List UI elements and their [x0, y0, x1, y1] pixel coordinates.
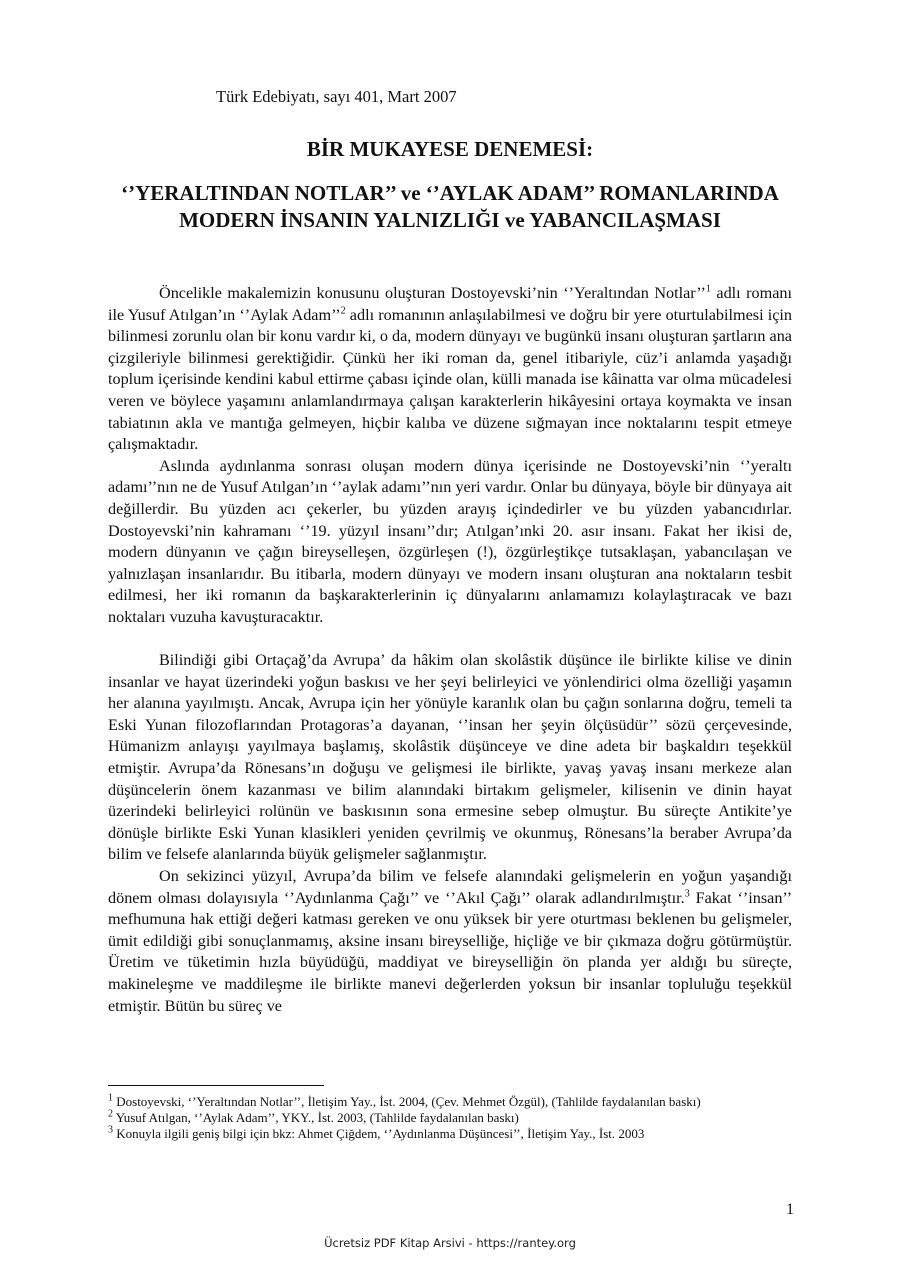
footnote-3 [108, 1126, 792, 1142]
footnote-ref-1[interactable]: 1 [705, 283, 711, 295]
footnote-number: 2 [108, 1108, 113, 1120]
paragraph-2: Aslında aydınlanma sonrası oluşan modern dünya içerisinde ne Dostoyevski’nin ‘’yeraltı adamı’’nın ne de Yusuf Atılgan’ın ‘’aylak adamı’’nın yeri vardır. Onlar bu dünyaya, böyle bir dünyaya ait değillerdir. Bu yüzden acı çekerler, bu yüzden arayış içindedirler ve bu yüzden yabancıdırlar. Dostoyevski’nin kahramanı ‘’19. yüzyıl insanı’’dır; Atılgan’ınki 20. asır insanı. Fakat her ikisi de, modern dünyanın ve çağın bireyselleşen, özgürleşen (!), özgürleştikçe tutsaklaşan, yabancılaşan ve yalnızlaşan insanlarıdır. Bu itibarla, modern dünyayı ve modern insanı oluşturan ana noktaların tesbit edilmesi, her iki romanın da başkarakterlerinin iç dünyalarını anlamamızı kolaylaştıracak ve bazı noktaları vuzuha kavuşturacaktır. [108, 456, 792, 626]
paragraph-1-part-a: Öncelikle makalemizin konusunu oluşturan Dostoyevski’nin ‘’Yeraltından Notlar’’ [159, 284, 706, 302]
title-line-1: BİR MUKAYESE DENEMESİ: [306, 137, 594, 161]
paragraph-3: Bilindiği gibi Ortaçağ’da Avrupa’ da hâkim olan skolâstik düşünce ile birlikte kilise ve dinin insanlar ve hayat üzerindeki yoğun baskısı ve her şeyi belirleyici ve yönlendirici olma özelliği yaşamın her alanına yayılmıştı. Ancak, Avrupa için her yönüyle karanlık olan bu çağın sonlarına doğru, temeli ta Eski Yunan filozoflarından Protagoras’a dayanan, ‘’insan her şeyin ölçüsüdür’’ sözü çerçevesinde, Hümanizm anlayışı yayılmaya başlamış, skolâstik düşünceye ve dine adeta bir başkaldırı teşekkül etmiştir. Avrupa’da Rönesans’ın doğuşu ve gelişmesi ile birlikte, yavaş yavaş insanı merkeze alan düşüncelerin önem kazanması ve bilim alanındaki birtakım gelişmeler, kilisenin ve dinin hayat üzerindeki belirleyici rolünün ve baskısının sona ermesine sebep olmuştur. Bu süreçte Antikite’ye dönüşle birlikte Eski Yunan klasikleri yeniden çevrilmiş ve okunmuş, Rönesans’la beraber Avrupa’da bilim ve felsefe alanlarında büyük gelişmeler sağlanmıştır. [108, 651, 792, 864]
paragraph-4 [108, 866, 792, 1017]
journal-source-line: Türk Edebiyatı, sayı 401, Mart 2007 [216, 87, 457, 106]
article-body [108, 283, 792, 1017]
footnote-1 [108, 1094, 792, 1110]
title-line-2: ‘’YERALTINDAN NOTLAR’’ ve ‘’AYLAK ADAM’’ ROMANLARINDA MODERN İNSANIN YALNIZLIĞI ve YABANCILAŞMASI [121, 181, 779, 232]
footnote-2 [108, 1110, 792, 1126]
footnote-number: 1 [108, 1092, 113, 1104]
article-title [108, 136, 792, 234]
footnote-number: 3 [108, 1124, 113, 1136]
footnotes [108, 1094, 792, 1142]
page-number: 1 [786, 1201, 794, 1218]
watermark-footer: Ücretsiz PDF Kitap Arsivi - https://rantey.org [324, 1236, 576, 1250]
paragraph-4-part-a: On sekizinci yüzyıl, Avrupa’da bilim ve felsefe alanındaki gelişmelerin en yoğun yaşandığı dönem olması dolayısıyla ‘’Aydınlanma Çağı’’ ve ‘’Akıl Çağı’’ olarak adlandırılmıştır. [108, 867, 792, 907]
footnote-text: Konuyla ilgili geniş bilgi için bkz: Ahmet Çiğdem, ‘’Aydınlanma Düşüncesi’’, İletişim Yay., İst. 2003 [113, 1126, 645, 1141]
paragraph-1 [108, 283, 792, 456]
paragraph-1-part-b: adlı romanı ile Yusuf Atılgan’ın ‘’Aylak Adam’’ [108, 284, 793, 324]
footnote-text: Yusuf Atılgan, ‘’Aylak Adam’’, YKY., İst. 2003, (Tahlilde faydalanılan baskı) [113, 1110, 519, 1125]
paragraph-1-part-c: adlı romanının anlaşılabilmesi ve doğru bir yere oturtulabilmesi için bilinmesi zorunlu olan bir konu vardır ki, o da, modern dünyayı ve bugünkü insanı oluşturan şartların ana çizgileriyle bilinmesi gerektiğidir. Çünkü her iki roman da, genel itibariyle, cüz’i anlamda yaşadığı toplum içerisinde kendini kabul ettirme çabası içinde olan, külli manada ise kâinatta var olma mücadelesi veren ve böylece yaşamını anlamlandırmaya çalışan karakterlerin hikâyesini ortaya koymakta ve insan tabiatının akla ve mantığa gelmeyen, hiçbir kalıba ve düzene sığmayan ince noktalarını tespit etmeye çalışmaktadır. [108, 305, 792, 454]
paragraph-4-part-b: Fakat ‘’insan’’ mefhumuna hak ettiği değeri katması gereken ve onu yüksek bir yere oturtması beklenen bu gelişmeler, ümit edildiği gibi sonuçlanmamış, aksine insanı bireyselliğe, hiçliğe ve bir çıkmaza doğru götürmüştür. Üretim ve tüketimin hızla büyüdüğü, maddiyat ve bireyselliğin ön planda yer aldığı bu süreçte, makineleşme ve maddileşme ile birlikte manevi değerlerden yoksun bir insanlar topluluğu teşekkül etmiştir. Bütün bu süreç ve [108, 888, 792, 1015]
footnote-ref-3[interactable]: 3 [684, 888, 690, 900]
footnote-separator [108, 1085, 324, 1086]
footnote-ref-2[interactable]: 2 [340, 305, 346, 317]
footnote-text: Dostoyevski, ‘’Yeraltından Notlar’’, İletişim Yay., İst. 2004, (Çev. Mehmet Özgül), (Tahlilde faydalanılan baskı) [113, 1094, 701, 1109]
